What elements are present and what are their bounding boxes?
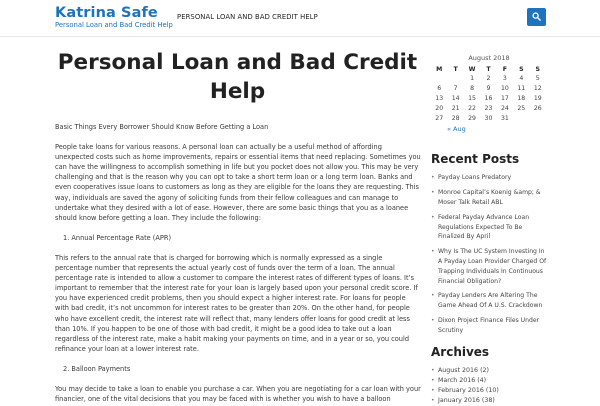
sidebar: [431, 54, 547, 406]
post-subheading: 1. Annual Percentage Rate (APR): [63, 233, 172, 242]
archive-link[interactable]: March 2016 (4): [438, 376, 487, 384]
post-content: [55, 122, 421, 404]
recent-posts-title: Recent Posts: [431, 152, 520, 167]
calendar-day: 5: [535, 75, 540, 83]
calendar-day: 19: [533, 95, 542, 103]
calendar-day: 17: [500, 95, 509, 103]
archive-item[interactable]: [431, 386, 547, 396]
archive-item[interactable]: [431, 376, 547, 386]
calendar-day: 31: [500, 115, 509, 122]
calendar-day: 29: [468, 115, 476, 122]
recent-post-link[interactable]: Federal Payday Advance Loan Regulations Expected To Be Finalized By April: [438, 213, 530, 241]
calendar-day: 28: [451, 115, 460, 122]
calendar-day: 20: [435, 105, 444, 113]
calendar-day: 26: [533, 105, 542, 113]
recent-post-link[interactable]: Payday Lenders Are Altering The Game Ahead Of A U.S. Crackdown: [438, 292, 543, 310]
bullet-icon: •: [431, 376, 435, 384]
calendar-day: 21: [451, 105, 460, 113]
calendar-day: 6: [437, 85, 442, 93]
calendar-day: 3: [502, 75, 507, 83]
archive-item[interactable]: [431, 396, 547, 406]
recent-post-item[interactable]: [431, 247, 547, 286]
archive-link[interactable]: January 2016 (38): [438, 396, 495, 404]
bullet-icon: •: [431, 174, 435, 182]
archives-title: Archives: [431, 344, 490, 359]
bullet-icon: •: [431, 396, 435, 404]
calendar-day: 9: [486, 85, 491, 93]
calendar-prev-link[interactable]: « Aug: [447, 125, 466, 134]
calendar-day-header: W: [468, 66, 476, 73]
calendar-day-header: T: [486, 66, 491, 73]
recent-post-item[interactable]: [431, 291, 547, 311]
calendar-day: 18: [517, 95, 526, 103]
calendar-day: 30: [484, 115, 493, 122]
calendar-day: 7: [453, 85, 458, 93]
recent-post-item[interactable]: [431, 173, 547, 183]
calendar-day: 10: [500, 85, 509, 93]
calendar-day: 2: [486, 75, 491, 83]
calendar-day: 23: [484, 105, 493, 113]
bullet-icon: •: [431, 213, 435, 221]
bullet-icon: •: [431, 386, 435, 394]
calendar-day: 4: [519, 75, 524, 83]
calendar-day: 15: [468, 95, 476, 103]
calendar-day: [447, 74, 463, 84]
site-header: [0, 0, 600, 37]
calendar-day: 1: [470, 75, 475, 83]
calendar-day: 25: [517, 105, 526, 113]
calendar-day: 12: [533, 85, 542, 93]
nav-item-home[interactable]: PERSONAL LOAN AND BAD CREDIT HELP: [177, 13, 318, 21]
post-subheading: 2. Balloon Payments: [63, 364, 131, 373]
archive-item[interactable]: [431, 366, 547, 376]
recent-post-item[interactable]: [431, 213, 547, 242]
recent-post-item[interactable]: [431, 188, 547, 208]
post-paragraph: This refers to the annual rate that is charged for borrowing which is normally expressed as a single percentage number that represents the actual yearly cost of funds over the term of a loan. The annual percentage rate is intended to allow a customer to compare the interest rates of different types of loans. It’s important to remember that the interest rate for your loan is largely based upon your personal credit score. If you have experienced credit problems, then you should expect a higher interest rate. For loans for people with bad credit, it’s not uncommon for interest rates to be greater than 20%. On the other hand, for people who have excellent credit, the interest rate will reflect that, many lenders offer loans for good credit at less than 10%. If you happen to be one of those with bad credit, it might be a good idea to take out a loan regardless of the interest rate, make a habit making your payments on time, and in a year or so, you could refinance your loan at a lower interest rate.: [55, 253, 418, 353]
recent-posts-list: [431, 173, 547, 335]
calendar-day: 24: [500, 105, 509, 113]
calendar-day: 16: [484, 95, 493, 103]
bullet-icon: •: [431, 248, 435, 256]
site-tagline: Personal Loan and Bad Credit Help: [55, 21, 173, 29]
calendar-day: [513, 114, 529, 124]
search-button[interactable]: [527, 8, 546, 26]
post-paragraph: You may decide to take a loan to enable you purchase a car. When you are negotiating for a car loan with your financier, one of the vital decisions that you may be faced with is whether you wish to have a balloon: [55, 384, 421, 404]
calendar-day: 8: [470, 85, 475, 93]
calendar-day: 11: [517, 85, 526, 93]
site-title[interactable]: Katrina Safe: [55, 5, 158, 21]
calendar-day: [530, 114, 546, 124]
calendar-caption: August 2018: [468, 54, 510, 62]
recent-post-link[interactable]: Payday Loans Predatory: [438, 174, 512, 182]
calendar-day-header: S: [519, 66, 524, 73]
recent-post-link[interactable]: Dixon Project Finance Files Under Scrutiny: [438, 317, 540, 334]
search-icon: [532, 12, 541, 21]
calendar-day: 27: [435, 115, 444, 122]
post-paragraph: People take loans for various reasons. A personal loan can actually be a useful method of affording unexpected costs such as home improvements, repairs or essential items that need replacing. Sometimes you can have the willingness to accomplish something in life but you pocket does not allow you. This may be very challenging and that is the reason why you can opt to take a short term loan or a long term loan. Banks and even cooperatives issue loans to customers as long as they are eligible for the loans they are requesting. This way, individuals are saved the agony of soliciting funds from their fellow colleagues and can manage to undertake what they desired with a lot of ease. However, there are some basic things that you as a loanee should know before getting a loan. They include the following:: [55, 143, 421, 222]
recent-post-link[interactable]: Why Is The UC System Investing In A Payday Loan Provider Charged Of Trapping Individuals In Continuous Financial Obligation?: [438, 248, 547, 285]
calendar-day-header: S: [535, 66, 540, 73]
bullet-icon: •: [431, 366, 435, 374]
bullet-icon: •: [431, 317, 435, 325]
archive-link[interactable]: February 2016 (10): [438, 386, 499, 394]
calendar-day-header: F: [502, 66, 508, 73]
post-title: Personal Loan and Bad Credit Help: [57, 50, 418, 104]
bullet-icon: •: [431, 292, 435, 300]
bullet-icon: •: [431, 189, 435, 197]
recent-post-link[interactable]: Monroe Capital’s Koenig &amp; & Moser Talk Retail ABL: [438, 189, 541, 207]
calendar-day: 14: [451, 95, 460, 103]
calendar-day-header: T: [453, 66, 458, 73]
calendar-day: 22: [468, 105, 476, 113]
archive-link[interactable]: August 2016 (2): [438, 366, 489, 374]
calendar-table: [431, 65, 546, 123]
recent-post-item[interactable]: [431, 316, 547, 336]
calendar-day: [431, 74, 447, 84]
calendar-day: 13: [435, 95, 444, 103]
post-intro-heading: Basic Things Every Borrower Should Know Before Getting a Loan: [55, 123, 269, 131]
calendar-day-header: M: [436, 66, 443, 73]
